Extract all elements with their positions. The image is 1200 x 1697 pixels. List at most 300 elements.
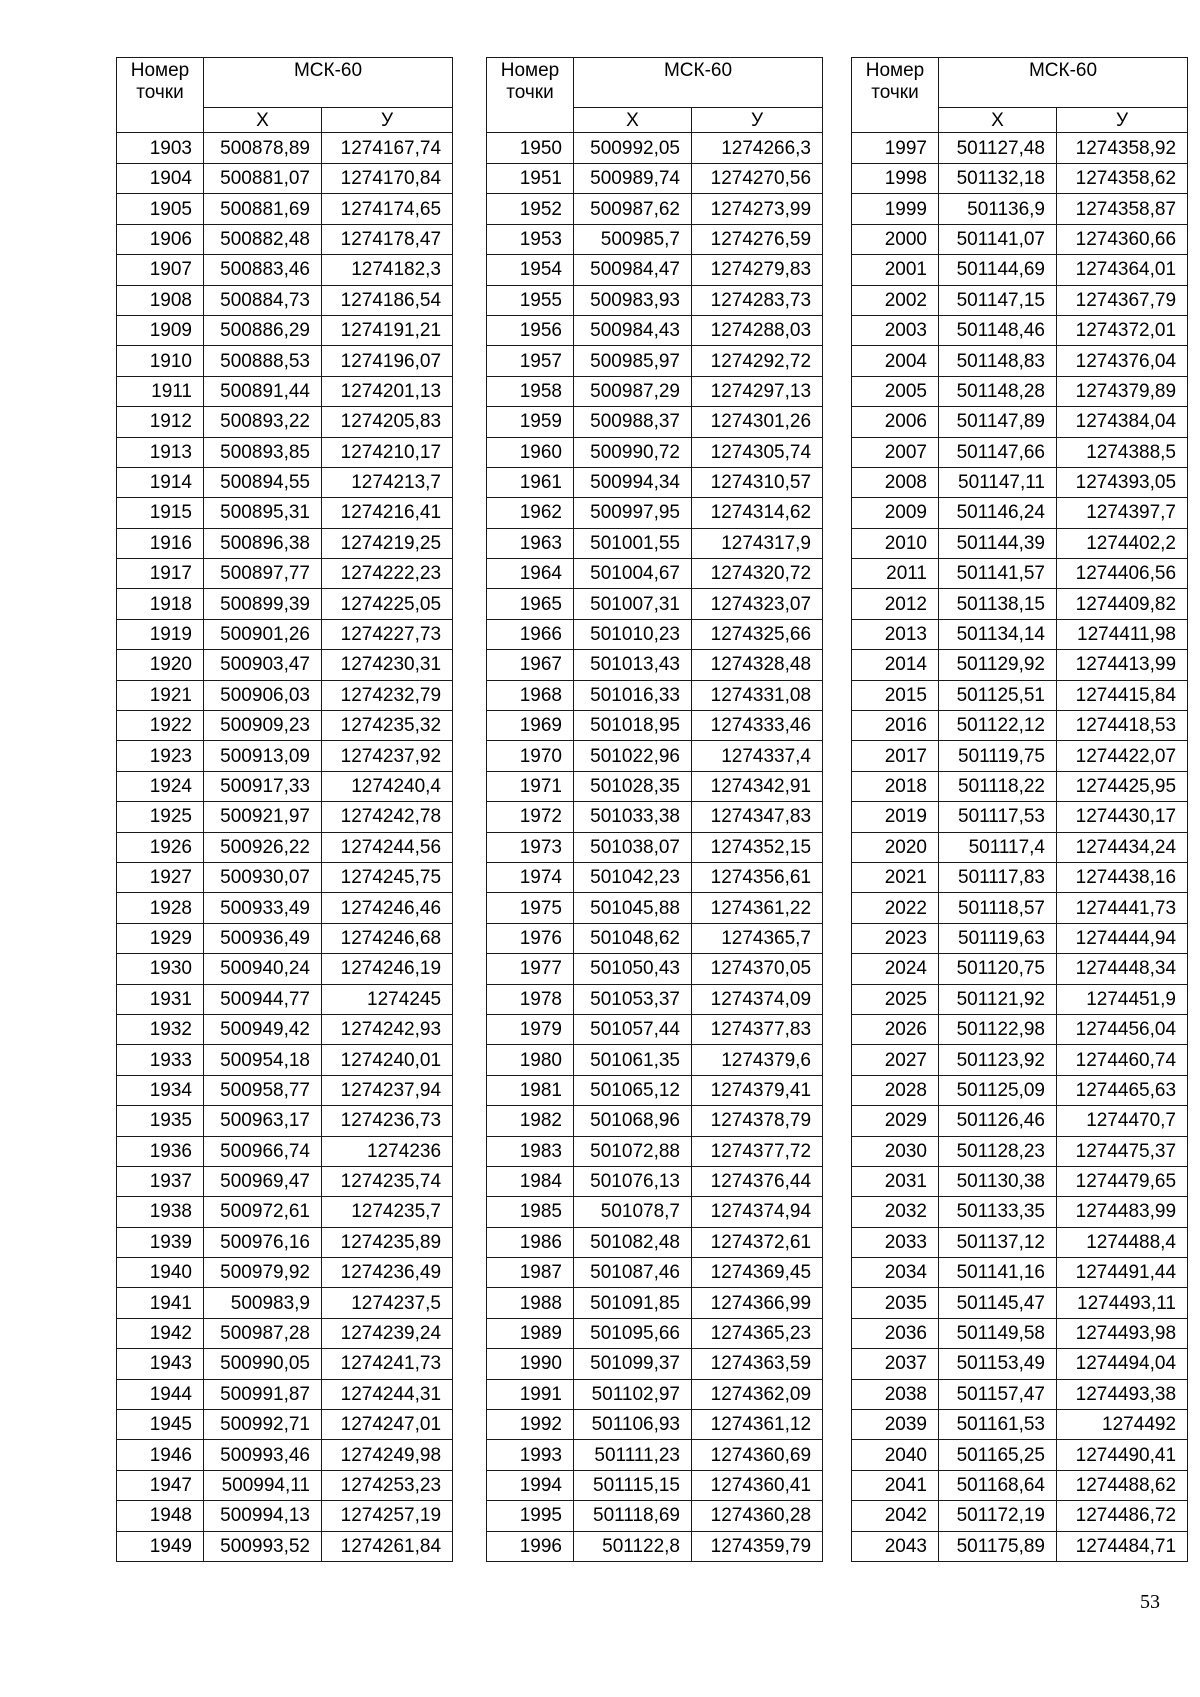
table-row xyxy=(117,1014,453,1044)
table-row xyxy=(117,376,453,406)
x-coordinate-cell: 500893,22 xyxy=(204,407,322,437)
y-coordinate-cell: 1274270,56 xyxy=(692,164,823,194)
table-row xyxy=(852,1531,1188,1561)
point-number-cell: 1976 xyxy=(487,923,574,953)
point-number-cell: 2035 xyxy=(852,1288,939,1318)
y-coordinate-cell: 1274249,98 xyxy=(322,1440,453,1470)
x-coordinate-cell: 501122,8 xyxy=(574,1531,692,1561)
x-coordinate-cell: 500989,74 xyxy=(574,164,692,194)
y-coordinate-cell: 1274358,87 xyxy=(1057,194,1188,224)
x-coordinate-cell: 501149,58 xyxy=(939,1318,1057,1348)
table-row xyxy=(487,741,823,771)
point-number-cell: 2026 xyxy=(852,1014,939,1044)
x-coordinate-cell: 501087,46 xyxy=(574,1258,692,1288)
point-number-cell: 1904 xyxy=(117,164,204,194)
table-row xyxy=(852,407,1188,437)
x-coordinate-cell: 501146,24 xyxy=(939,498,1057,528)
y-coordinate-cell: 1274237,92 xyxy=(322,741,453,771)
y-coordinate-cell: 1274205,83 xyxy=(322,407,453,437)
x-coordinate-cell: 500944,77 xyxy=(204,984,322,1014)
x-coordinate-cell: 501033,38 xyxy=(574,802,692,832)
y-coordinate-cell: 1274236,73 xyxy=(322,1106,453,1136)
x-coordinate-cell: 500976,16 xyxy=(204,1227,322,1257)
x-coordinate-cell: 500992,05 xyxy=(574,133,692,164)
y-coordinate-cell: 1274488,62 xyxy=(1057,1470,1188,1500)
y-coordinate-cell: 1274359,79 xyxy=(692,1531,823,1561)
x-coordinate-cell: 501125,09 xyxy=(939,1075,1057,1105)
y-coordinate-cell: 1274310,57 xyxy=(692,467,823,497)
table-row xyxy=(117,1349,453,1379)
x-coordinate-cell: 501065,12 xyxy=(574,1075,692,1105)
y-coordinate-cell: 1274239,24 xyxy=(322,1318,453,1348)
point-number-cell: 2011 xyxy=(852,559,939,589)
point-number-cell: 1940 xyxy=(117,1258,204,1288)
point-number-cell: 1939 xyxy=(117,1227,204,1257)
y-coordinate-cell: 1274374,09 xyxy=(692,984,823,1014)
point-number-cell: 2030 xyxy=(852,1136,939,1166)
point-number-cell: 1959 xyxy=(487,407,574,437)
y-coordinate-cell: 1274430,17 xyxy=(1057,802,1188,832)
table-row xyxy=(117,224,453,254)
x-coordinate-cell: 500881,07 xyxy=(204,164,322,194)
x-coordinate-cell: 500985,97 xyxy=(574,346,692,376)
point-number-cell: 1980 xyxy=(487,1045,574,1075)
table-row xyxy=(852,923,1188,953)
y-coordinate-cell: 1274361,12 xyxy=(692,1410,823,1440)
point-number-cell: 1991 xyxy=(487,1379,574,1409)
x-coordinate-cell: 501123,92 xyxy=(939,1045,1057,1075)
y-coordinate-cell: 1274232,79 xyxy=(322,680,453,710)
point-number-cell: 1967 xyxy=(487,650,574,680)
x-coordinate-cell: 501147,89 xyxy=(939,407,1057,437)
table-row xyxy=(117,407,453,437)
y-coordinate-cell: 1274488,4 xyxy=(1057,1227,1188,1257)
x-coordinate-cell: 500994,11 xyxy=(204,1470,322,1500)
table-row xyxy=(117,559,453,589)
x-coordinate-cell: 501053,37 xyxy=(574,984,692,1014)
table-row xyxy=(487,1288,823,1318)
x-coordinate-cell: 501161,53 xyxy=(939,1410,1057,1440)
point-number-cell: 2041 xyxy=(852,1470,939,1500)
x-coordinate-cell: 501099,37 xyxy=(574,1349,692,1379)
table-row xyxy=(487,1106,823,1136)
point-number-cell: 2023 xyxy=(852,923,939,953)
x-coordinate-cell: 501128,23 xyxy=(939,1136,1057,1166)
x-coordinate-cell: 501004,67 xyxy=(574,559,692,589)
x-coordinate-cell: 501061,35 xyxy=(574,1045,692,1075)
table-row xyxy=(852,771,1188,801)
x-coordinate-cell: 501091,85 xyxy=(574,1288,692,1318)
y-coordinate-cell: 1274493,98 xyxy=(1057,1318,1188,1348)
table-row xyxy=(117,832,453,862)
x-coordinate-cell: 501148,83 xyxy=(939,346,1057,376)
table-row xyxy=(852,1197,1188,1227)
table-row xyxy=(852,315,1188,345)
table-row xyxy=(117,650,453,680)
x-coordinate-cell: 501013,43 xyxy=(574,650,692,680)
point-number-cell: 1919 xyxy=(117,619,204,649)
x-coordinate-cell: 501018,95 xyxy=(574,711,692,741)
x-coordinate-cell: 501118,22 xyxy=(939,771,1057,801)
table-row xyxy=(117,467,453,497)
table-row xyxy=(117,619,453,649)
x-coordinate-cell: 501127,48 xyxy=(939,133,1057,164)
table-row xyxy=(117,680,453,710)
x-coordinate-cell: 500903,47 xyxy=(204,650,322,680)
point-number-cell: 2032 xyxy=(852,1197,939,1227)
table-row xyxy=(487,1045,823,1075)
point-number-cell: 1935 xyxy=(117,1106,204,1136)
table-row xyxy=(117,285,453,315)
x-coordinate-cell: 501016,33 xyxy=(574,680,692,710)
table-row xyxy=(117,589,453,619)
y-coordinate-cell: 1274191,21 xyxy=(322,315,453,345)
point-number-cell: 1963 xyxy=(487,528,574,558)
point-number-cell: 2027 xyxy=(852,1045,939,1075)
x-coordinate-cell: 501137,12 xyxy=(939,1227,1057,1257)
x-coordinate-cell: 500954,18 xyxy=(204,1045,322,1075)
y-coordinate-cell: 1274484,71 xyxy=(1057,1531,1188,1561)
table-row xyxy=(117,1258,453,1288)
point-number-cell: 1965 xyxy=(487,589,574,619)
y-coordinate-cell: 1274422,07 xyxy=(1057,741,1188,771)
y-coordinate-cell: 1274379,41 xyxy=(692,1075,823,1105)
x-coordinate-cell: 501172,19 xyxy=(939,1501,1057,1531)
y-coordinate-cell: 1274216,41 xyxy=(322,498,453,528)
point-number-cell: 2036 xyxy=(852,1318,939,1348)
y-coordinate-cell: 1274491,44 xyxy=(1057,1258,1188,1288)
x-coordinate-cell: 501118,57 xyxy=(939,893,1057,923)
x-coordinate-cell: 500987,29 xyxy=(574,376,692,406)
x-coordinate-cell: 501042,23 xyxy=(574,862,692,892)
table-row xyxy=(487,315,823,345)
x-coordinate-cell: 501129,92 xyxy=(939,650,1057,680)
point-number-cell: 2019 xyxy=(852,802,939,832)
point-number-cell: 1960 xyxy=(487,437,574,467)
table-row xyxy=(487,255,823,285)
point-number-cell: 2016 xyxy=(852,711,939,741)
y-coordinate-cell: 1274372,01 xyxy=(1057,315,1188,345)
table-row xyxy=(117,984,453,1014)
x-coordinate-cell: 500878,89 xyxy=(204,133,322,164)
table-row xyxy=(852,1166,1188,1196)
y-coordinate-cell: 1274242,78 xyxy=(322,802,453,832)
point-number-cell: 1914 xyxy=(117,467,204,497)
x-coordinate-cell: 501117,83 xyxy=(939,862,1057,892)
point-number-cell: 1989 xyxy=(487,1318,574,1348)
y-coordinate-cell: 1274186,54 xyxy=(322,285,453,315)
y-coordinate-cell: 1274235,89 xyxy=(322,1227,453,1257)
y-coordinate-cell: 1274465,63 xyxy=(1057,1075,1188,1105)
y-coordinate-cell: 1274230,31 xyxy=(322,650,453,680)
point-number-cell: 1945 xyxy=(117,1410,204,1440)
point-number-cell: 1974 xyxy=(487,862,574,892)
point-number-cell: 1953 xyxy=(487,224,574,254)
x-coordinate-cell: 500936,49 xyxy=(204,923,322,953)
table-row xyxy=(852,1075,1188,1105)
y-coordinate-cell: 1274494,04 xyxy=(1057,1349,1188,1379)
point-number-cell: 1933 xyxy=(117,1045,204,1075)
point-number-cell: 1947 xyxy=(117,1470,204,1500)
y-coordinate-cell: 1274261,84 xyxy=(322,1531,453,1561)
x-coordinate-cell: 501022,96 xyxy=(574,741,692,771)
table-row xyxy=(487,619,823,649)
point-number-cell: 1938 xyxy=(117,1197,204,1227)
y-coordinate-cell: 1274292,72 xyxy=(692,346,823,376)
y-coordinate-cell: 1274246,19 xyxy=(322,954,453,984)
y-coordinate-cell: 1274448,34 xyxy=(1057,954,1188,984)
table-row xyxy=(117,1045,453,1075)
y-coordinate-cell: 1274379,89 xyxy=(1057,376,1188,406)
table-row xyxy=(487,164,823,194)
point-number-cell: 1931 xyxy=(117,984,204,1014)
x-coordinate-cell: 501168,64 xyxy=(939,1470,1057,1500)
table-row xyxy=(487,407,823,437)
y-coordinate-cell: 1274320,72 xyxy=(692,559,823,589)
table-row xyxy=(487,923,823,953)
x-coordinate-cell: 500883,46 xyxy=(204,255,322,285)
x-coordinate-cell: 500993,46 xyxy=(204,1440,322,1470)
x-coordinate-cell: 501117,4 xyxy=(939,832,1057,862)
y-coordinate-cell: 1274365,7 xyxy=(692,923,823,953)
x-coordinate-cell: 501121,92 xyxy=(939,984,1057,1014)
x-coordinate-cell: 500896,38 xyxy=(204,528,322,558)
y-coordinate-cell: 1274242,93 xyxy=(322,1014,453,1044)
point-number-cell: 2003 xyxy=(852,315,939,345)
y-coordinate-cell: 1274174,65 xyxy=(322,194,453,224)
y-coordinate-cell: 1274393,05 xyxy=(1057,467,1188,497)
y-coordinate-cell: 1274409,82 xyxy=(1057,589,1188,619)
y-coordinate-cell: 1274367,79 xyxy=(1057,285,1188,315)
y-coordinate-cell: 1274470,7 xyxy=(1057,1106,1188,1136)
x-coordinate-cell: 500969,47 xyxy=(204,1166,322,1196)
x-column-header: Х xyxy=(574,108,692,133)
point-number-cell: 2008 xyxy=(852,467,939,497)
x-coordinate-cell: 501115,15 xyxy=(574,1470,692,1500)
point-number-cell: 1927 xyxy=(117,862,204,892)
table-row xyxy=(852,619,1188,649)
point-number-cell: 1997 xyxy=(852,133,939,164)
y-coordinate-cell: 1274406,56 xyxy=(1057,559,1188,589)
y-coordinate-cell: 1274493,38 xyxy=(1057,1379,1188,1409)
table-row xyxy=(117,528,453,558)
y-coordinate-cell: 1274413,99 xyxy=(1057,650,1188,680)
x-coordinate-cell: 501111,23 xyxy=(574,1440,692,1470)
x-coordinate-cell: 501147,66 xyxy=(939,437,1057,467)
x-coordinate-cell: 500895,31 xyxy=(204,498,322,528)
table-row xyxy=(852,1136,1188,1166)
y-coordinate-cell: 1274237,5 xyxy=(322,1288,453,1318)
y-coordinate-cell: 1274241,73 xyxy=(322,1349,453,1379)
coordinate-table-1 xyxy=(116,57,453,1562)
table-row xyxy=(487,984,823,1014)
table-row xyxy=(852,589,1188,619)
x-coordinate-cell: 501118,69 xyxy=(574,1501,692,1531)
table-row xyxy=(117,1470,453,1500)
x-coordinate-cell: 500990,72 xyxy=(574,437,692,467)
y-coordinate-cell: 1274236,49 xyxy=(322,1258,453,1288)
table-row xyxy=(487,1197,823,1227)
x-coordinate-cell: 500909,23 xyxy=(204,711,322,741)
coordinate-table-3 xyxy=(851,57,1188,1562)
point-number-cell: 2022 xyxy=(852,893,939,923)
table-row xyxy=(487,133,823,164)
table-row xyxy=(852,1106,1188,1136)
point-number-cell: 2007 xyxy=(852,437,939,467)
y-coordinate-cell: 1274456,04 xyxy=(1057,1014,1188,1044)
x-coordinate-cell: 501095,66 xyxy=(574,1318,692,1348)
y-coordinate-cell: 1274266,3 xyxy=(692,133,823,164)
y-coordinate-cell: 1274441,73 xyxy=(1057,893,1188,923)
x-coordinate-cell: 501102,97 xyxy=(574,1379,692,1409)
table-row xyxy=(117,194,453,224)
x-coordinate-cell: 501050,43 xyxy=(574,954,692,984)
y-coordinate-cell: 1274438,16 xyxy=(1057,862,1188,892)
table-row xyxy=(852,285,1188,315)
point-number-cell: 1922 xyxy=(117,711,204,741)
y-coordinate-cell: 1274493,11 xyxy=(1057,1288,1188,1318)
x-coordinate-cell: 501136,9 xyxy=(939,194,1057,224)
x-coordinate-cell: 500913,09 xyxy=(204,741,322,771)
table-row xyxy=(117,711,453,741)
table-row xyxy=(852,711,1188,741)
point-number-cell: 2006 xyxy=(852,407,939,437)
y-coordinate-cell: 1274388,5 xyxy=(1057,437,1188,467)
point-number-cell: 1936 xyxy=(117,1136,204,1166)
table-row xyxy=(852,893,1188,923)
point-number-cell: 1956 xyxy=(487,315,574,345)
point-number-cell: 1981 xyxy=(487,1075,574,1105)
x-coordinate-cell: 501141,07 xyxy=(939,224,1057,254)
table-row xyxy=(117,1288,453,1318)
table-body xyxy=(852,133,1188,1562)
table-row xyxy=(487,771,823,801)
table-row xyxy=(852,1288,1188,1318)
y-coordinate-cell: 1274333,46 xyxy=(692,711,823,741)
point-number-cell: 1921 xyxy=(117,680,204,710)
point-number-cell: 2001 xyxy=(852,255,939,285)
x-coordinate-cell: 501122,12 xyxy=(939,711,1057,741)
table-row xyxy=(117,1410,453,1440)
table-row xyxy=(487,832,823,862)
table-row xyxy=(852,1258,1188,1288)
point-number-cell: 1978 xyxy=(487,984,574,1014)
coordinate-system-header: МСК-60 xyxy=(574,58,823,108)
point-number-cell: 1995 xyxy=(487,1501,574,1531)
x-coordinate-cell: 500893,85 xyxy=(204,437,322,467)
point-number-cell: 2012 xyxy=(852,589,939,619)
point-number-cell: 2031 xyxy=(852,1166,939,1196)
x-coordinate-cell: 500899,39 xyxy=(204,589,322,619)
point-number-cell: 1983 xyxy=(487,1136,574,1166)
table-row xyxy=(487,1136,823,1166)
y-coordinate-cell: 1274377,72 xyxy=(692,1136,823,1166)
y-coordinate-cell: 1274356,61 xyxy=(692,862,823,892)
y-coordinate-cell: 1274411,98 xyxy=(1057,619,1188,649)
table-row xyxy=(117,498,453,528)
x-coordinate-cell: 501120,75 xyxy=(939,954,1057,984)
x-coordinate-cell: 500988,37 xyxy=(574,407,692,437)
x-coordinate-cell: 500987,62 xyxy=(574,194,692,224)
x-coordinate-cell: 501007,31 xyxy=(574,589,692,619)
y-coordinate-cell: 1274240,4 xyxy=(322,771,453,801)
table-row xyxy=(852,650,1188,680)
point-number-cell: 2002 xyxy=(852,285,939,315)
table-row xyxy=(852,194,1188,224)
point-number-cell: 1911 xyxy=(117,376,204,406)
point-number-cell: 2010 xyxy=(852,528,939,558)
point-number-cell: 1964 xyxy=(487,559,574,589)
point-number-cell: 1942 xyxy=(117,1318,204,1348)
y-coordinate-cell: 1274360,28 xyxy=(692,1501,823,1531)
table-row xyxy=(852,224,1188,254)
y-column-header: У xyxy=(322,108,453,133)
point-number-cell: 1961 xyxy=(487,467,574,497)
point-number-cell: 1932 xyxy=(117,1014,204,1044)
y-coordinate-cell: 1274434,24 xyxy=(1057,832,1188,862)
y-coordinate-cell: 1274247,01 xyxy=(322,1410,453,1440)
x-coordinate-cell: 501125,51 xyxy=(939,680,1057,710)
table-row xyxy=(852,802,1188,832)
x-coordinate-cell: 501126,46 xyxy=(939,1106,1057,1136)
x-coordinate-cell: 501010,23 xyxy=(574,619,692,649)
y-coordinate-cell: 1274182,3 xyxy=(322,255,453,285)
point-number-cell: 1905 xyxy=(117,194,204,224)
x-coordinate-cell: 500901,26 xyxy=(204,619,322,649)
table-row xyxy=(852,741,1188,771)
point-number-cell: 1924 xyxy=(117,771,204,801)
x-coordinate-cell: 501153,49 xyxy=(939,1349,1057,1379)
y-column-header: У xyxy=(1057,108,1188,133)
x-coordinate-cell: 501130,38 xyxy=(939,1166,1057,1196)
y-coordinate-cell: 1274444,94 xyxy=(1057,923,1188,953)
y-coordinate-cell: 1274323,07 xyxy=(692,589,823,619)
point-number-cell: 1912 xyxy=(117,407,204,437)
table-row xyxy=(487,1410,823,1440)
point-number-cell: 1952 xyxy=(487,194,574,224)
point-number-cell: 1957 xyxy=(487,346,574,376)
table-row xyxy=(852,1440,1188,1470)
x-coordinate-cell: 500992,71 xyxy=(204,1410,322,1440)
point-number-cell: 1934 xyxy=(117,1075,204,1105)
point-number-cell: 2017 xyxy=(852,741,939,771)
y-coordinate-cell: 1274379,6 xyxy=(692,1045,823,1075)
point-number-cell: 1928 xyxy=(117,893,204,923)
table-row xyxy=(852,1379,1188,1409)
x-coordinate-cell: 501072,88 xyxy=(574,1136,692,1166)
y-coordinate-cell: 1274257,19 xyxy=(322,1501,453,1531)
table-row xyxy=(487,285,823,315)
table-row xyxy=(117,437,453,467)
table-row xyxy=(487,559,823,589)
table-row xyxy=(852,437,1188,467)
x-coordinate-cell: 500979,92 xyxy=(204,1258,322,1288)
y-coordinate-cell: 1274360,41 xyxy=(692,1470,823,1500)
table-row xyxy=(487,1470,823,1500)
y-coordinate-cell: 1274167,74 xyxy=(322,133,453,164)
point-number-cell: 1929 xyxy=(117,923,204,953)
coordinate-table-2 xyxy=(486,57,823,1562)
table-row xyxy=(852,1349,1188,1379)
point-number-cell: 2018 xyxy=(852,771,939,801)
table-row xyxy=(487,589,823,619)
table-row xyxy=(487,1166,823,1196)
table-row xyxy=(487,467,823,497)
point-number-cell: 2028 xyxy=(852,1075,939,1105)
table-row xyxy=(852,954,1188,984)
point-number-cell: 1923 xyxy=(117,741,204,771)
point-number-cell: 1977 xyxy=(487,954,574,984)
